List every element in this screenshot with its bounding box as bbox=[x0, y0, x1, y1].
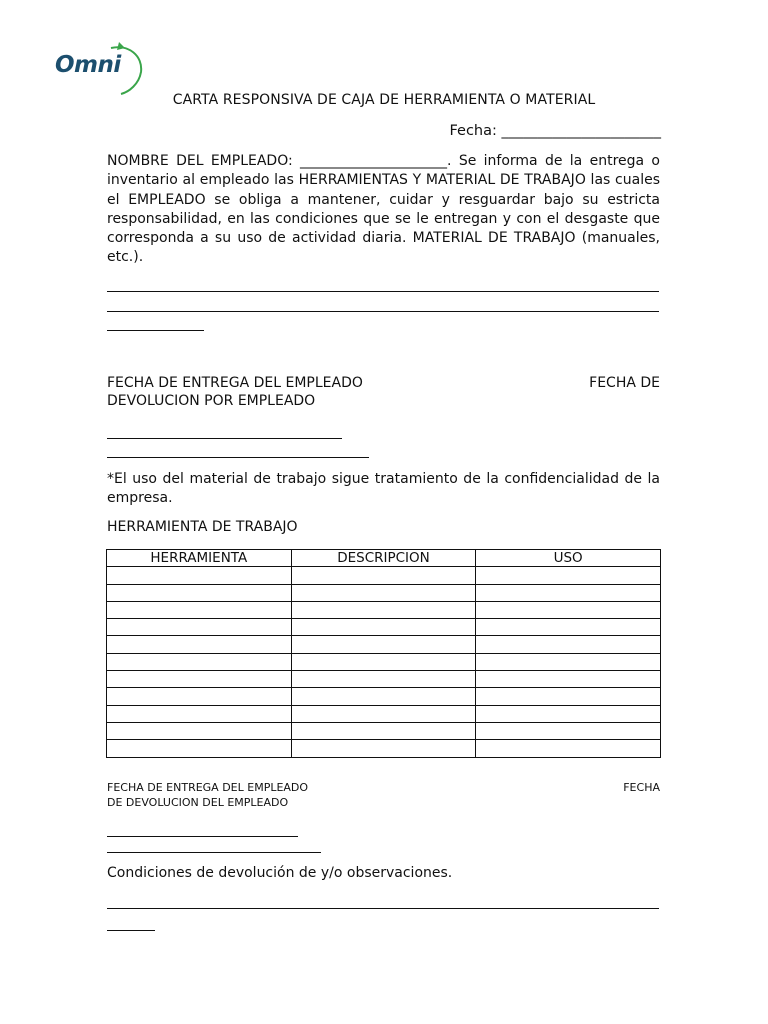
table-cell[interactable] bbox=[107, 705, 292, 722]
table-cell[interactable] bbox=[107, 740, 292, 757]
table-cell[interactable] bbox=[107, 636, 292, 653]
return-date-label-2-cont: DE DEVOLUCION DEL EMPLEADO bbox=[107, 796, 289, 809]
table-row bbox=[107, 653, 661, 670]
return-date-label-2: FECHA bbox=[623, 781, 660, 794]
table-row bbox=[107, 584, 661, 601]
table-cell[interactable] bbox=[291, 584, 476, 601]
table-header-row bbox=[107, 550, 661, 567]
table-row bbox=[107, 688, 661, 705]
table-cell[interactable] bbox=[476, 671, 661, 688]
signature-line bbox=[107, 852, 321, 853]
table-cell[interactable] bbox=[476, 705, 661, 722]
table-cell[interactable] bbox=[107, 722, 292, 739]
table-row bbox=[107, 705, 661, 722]
delivery-return-dates bbox=[107, 374, 660, 393]
table-cell[interactable] bbox=[291, 705, 476, 722]
table-cell[interactable] bbox=[476, 688, 661, 705]
delivery-date-label-2: FECHA DE ENTREGA DEL EMPLEADO bbox=[107, 781, 309, 794]
blank-line bbox=[107, 908, 659, 909]
table-cell[interactable] bbox=[291, 636, 476, 653]
table-cell[interactable] bbox=[291, 567, 476, 584]
logo-text: Omni bbox=[55, 52, 121, 78]
signature-line bbox=[107, 836, 298, 837]
table-row bbox=[107, 740, 661, 757]
table-cell[interactable] bbox=[476, 584, 661, 601]
table-cell[interactable] bbox=[107, 671, 292, 688]
column-header: USO bbox=[476, 550, 661, 567]
tools-table bbox=[106, 549, 661, 758]
column-header: DESCRIPCION bbox=[291, 550, 476, 567]
confidentiality-note: *El uso del material de trabajo sigue tratamiento de la confidencialidad de la empresa. bbox=[107, 471, 660, 507]
delivery-return-dates-2 bbox=[107, 780, 660, 796]
table-cell[interactable] bbox=[107, 601, 292, 618]
conditions-label: Condiciones de devolución de y/o observaciones. bbox=[107, 865, 453, 881]
delivery-date-label: FECHA DE ENTREGA DEL EMPLEADO bbox=[107, 375, 363, 391]
table-row bbox=[107, 636, 661, 653]
table-cell[interactable] bbox=[476, 601, 661, 618]
table-cell[interactable] bbox=[476, 619, 661, 636]
date-field: Fecha: ______________________ bbox=[449, 123, 661, 139]
table-row bbox=[107, 601, 661, 618]
tools-heading: HERRAMIENTA DE TRABAJO bbox=[107, 519, 298, 535]
table-cell[interactable] bbox=[291, 688, 476, 705]
table-cell[interactable] bbox=[107, 653, 292, 670]
table-cell[interactable] bbox=[107, 584, 292, 601]
table-cell[interactable] bbox=[476, 653, 661, 670]
table-cell[interactable] bbox=[291, 740, 476, 757]
blank-line bbox=[107, 311, 659, 312]
table-cell[interactable] bbox=[107, 688, 292, 705]
table-cell[interactable] bbox=[476, 722, 661, 739]
document-title: CARTA RESPONSIVA DE CAJA DE HERRAMIENTA O MATERIAL bbox=[172, 92, 596, 108]
table-cell[interactable] bbox=[291, 619, 476, 636]
intro-paragraph: NOMBRE DEL EMPLEADO: _____________________. Se informa de la entrega o inventario al empleado las HERRAMIENTAS Y MATERIAL DE TRABAJO las cuales el EMPLEADO se obliga a mantener, cuidar y resguardar bajo su estricta responsabilidad, en las condiciones que se le entregan y con el desgaste que corresponda a su uso de actividad diaria. MATERIAL DE TRABAJO (manuales, etc.). bbox=[107, 153, 660, 266]
table-cell[interactable] bbox=[291, 722, 476, 739]
blank-line bbox=[107, 930, 155, 931]
table-cell[interactable] bbox=[476, 740, 661, 757]
table-cell[interactable] bbox=[291, 671, 476, 688]
blank-line bbox=[107, 330, 204, 331]
table-cell[interactable] bbox=[291, 653, 476, 670]
table-cell[interactable] bbox=[107, 619, 292, 636]
return-date-label-cont: DEVOLUCION POR EMPLEADO bbox=[107, 393, 316, 409]
signature-line bbox=[107, 457, 369, 458]
signature-line bbox=[107, 438, 342, 439]
table-row bbox=[107, 619, 661, 636]
blank-line bbox=[107, 291, 659, 292]
return-date-label: FECHA DE bbox=[589, 375, 660, 391]
table-cell[interactable] bbox=[291, 601, 476, 618]
table-row bbox=[107, 722, 661, 739]
table-cell[interactable] bbox=[107, 567, 292, 584]
column-header: HERRAMIENTA bbox=[107, 550, 292, 567]
table-cell[interactable] bbox=[476, 567, 661, 584]
table-cell[interactable] bbox=[476, 636, 661, 653]
table-row bbox=[107, 671, 661, 688]
company-logo bbox=[55, 40, 145, 96]
table-row bbox=[107, 567, 661, 584]
